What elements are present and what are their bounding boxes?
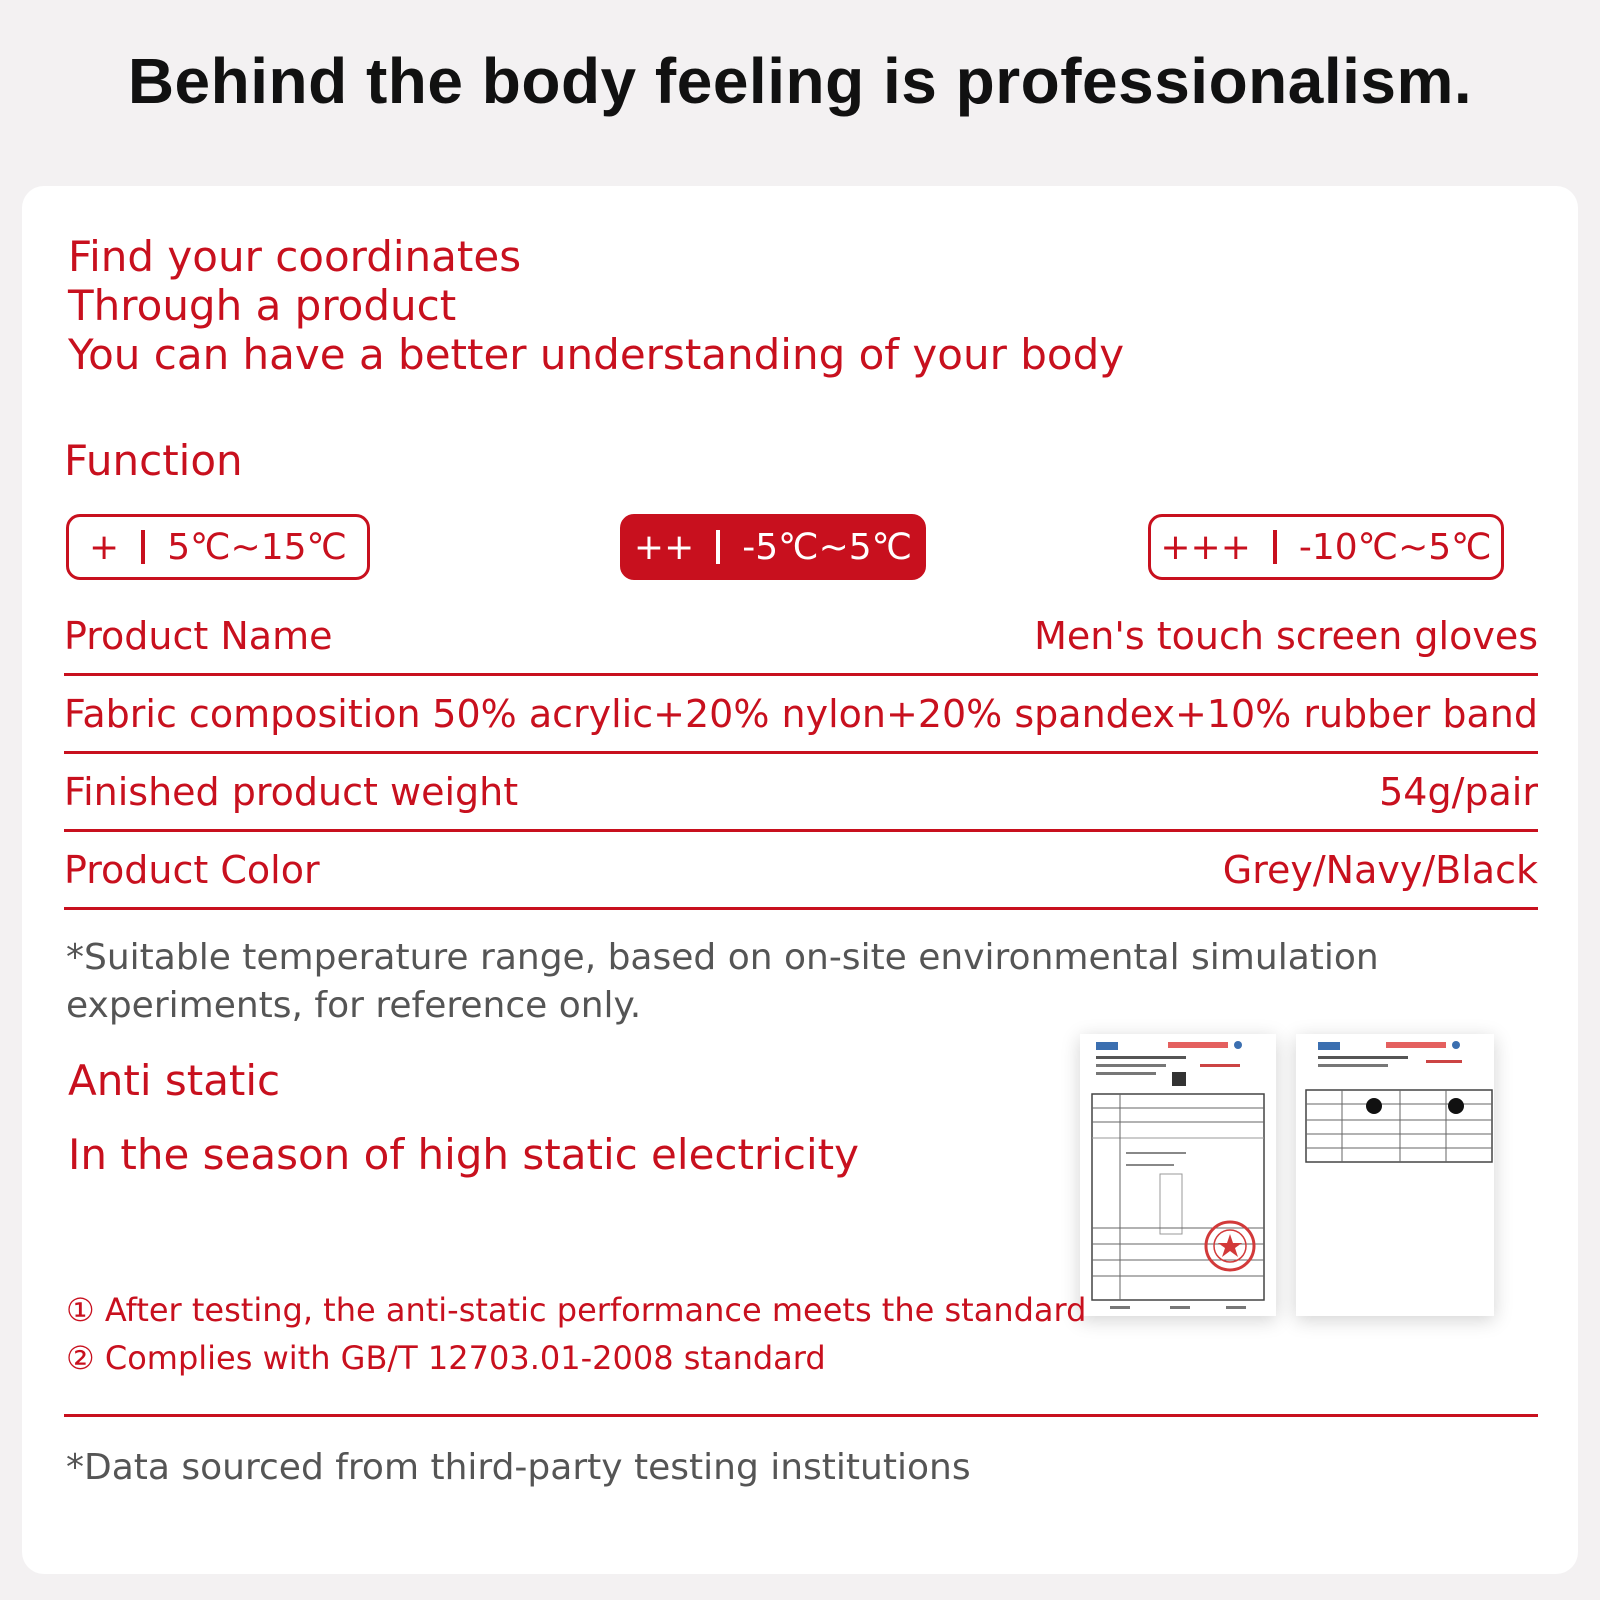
temperature-note: *Suitable temperature range, based on on-site environmental simulation experiments, for reference only. (66, 937, 1379, 1026)
test-report-image-1 (1080, 1034, 1276, 1316)
spec-row (64, 676, 1538, 754)
level-pill-3 (1148, 514, 1504, 580)
level-symbol: +++ (1160, 526, 1251, 568)
level-symbol: ++ (633, 526, 695, 568)
spec-value: 50% acrylic+20% nylon+20% spandex+10% rubber band (432, 691, 1538, 736)
test-results (66, 1286, 1086, 1382)
intro-text (68, 232, 1124, 379)
level-pill-2 (620, 514, 926, 580)
source-note: *Data sourced from third-party testing institutions (66, 1447, 971, 1488)
spec-value: Grey/Navy/Black (1222, 847, 1538, 892)
anti-static-section (68, 1044, 859, 1192)
separator-bar (141, 530, 145, 564)
headline: Behind the body feeling is professionalism. (127, 45, 1473, 117)
spec-row (64, 598, 1538, 676)
spec-row (64, 754, 1538, 832)
anti-static-title: Anti static (68, 1056, 281, 1105)
level-symbol: + (89, 526, 120, 568)
spec-label: Finished product weight (64, 769, 519, 814)
test-report-page-icon (1296, 1034, 1494, 1316)
level-pill-1 (66, 514, 370, 580)
spec-card (22, 186, 1578, 1574)
spec-table (64, 598, 1538, 910)
separator-bar (716, 530, 720, 564)
spec-label: Fabric composition (64, 691, 421, 736)
divider-line (64, 1414, 1538, 1417)
intro-line: You can have a better understanding of your body (68, 330, 1125, 379)
intro-line: Find your coordinates (68, 232, 522, 281)
spec-label: Product Color (64, 847, 320, 892)
test-report-page-icon (1080, 1034, 1276, 1316)
spec-label: Product Name (64, 613, 333, 658)
intro-line: Through a product (68, 281, 457, 330)
test-point: ① After testing, the anti-static performance meets the standard (66, 1291, 1087, 1329)
test-point: ② Complies with GB/T 12703.01-2008 standard (66, 1339, 826, 1377)
spec-row (64, 832, 1538, 910)
test-report-image-2 (1296, 1034, 1494, 1316)
spec-value: 54g/pair (1379, 769, 1538, 814)
function-label: Function (64, 436, 243, 485)
level-range: -5℃~5℃ (742, 526, 913, 568)
spec-value: Men's touch screen gloves (1034, 613, 1538, 658)
level-range: 5℃~15℃ (167, 526, 347, 568)
anti-static-subtitle: In the season of high static electricity (68, 1130, 859, 1179)
level-range: -10℃~5℃ (1298, 526, 1492, 568)
separator-bar (1273, 530, 1277, 564)
